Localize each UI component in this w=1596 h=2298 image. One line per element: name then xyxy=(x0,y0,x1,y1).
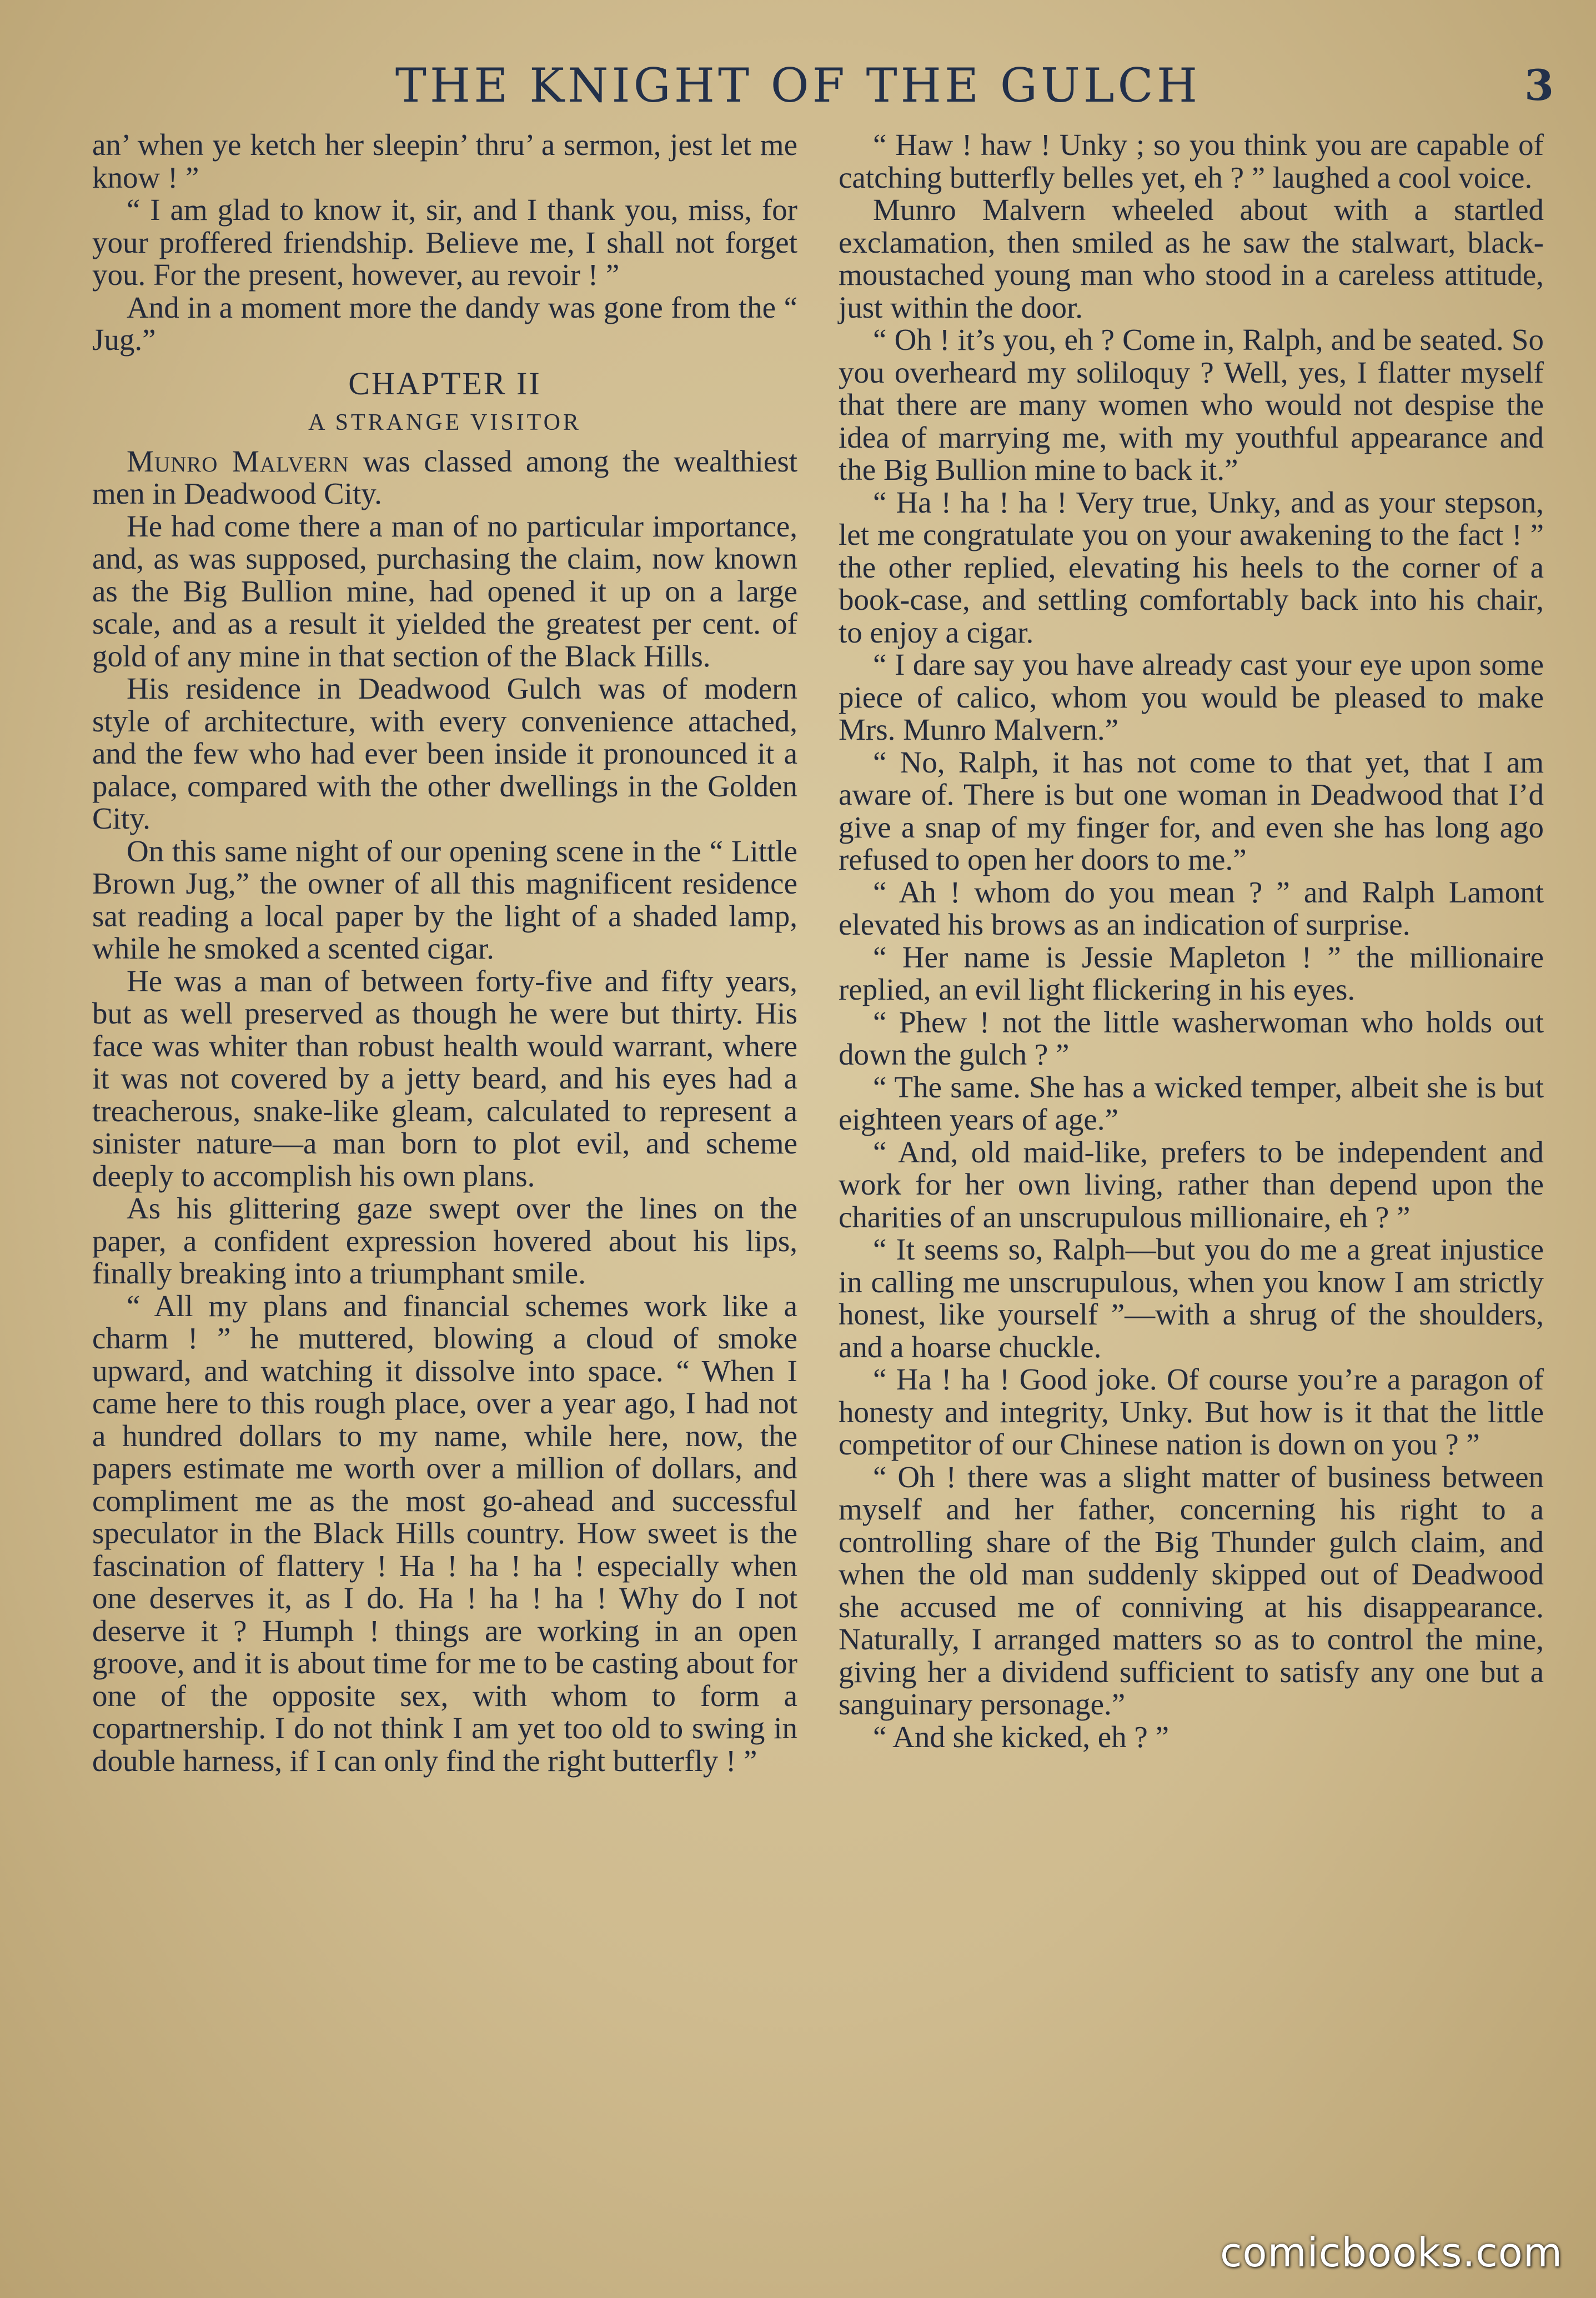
paragraph: “ Ha ! ha ! ha ! Very true, Unky, and as your stepson, let me congratulate you on your awakening to the fact ! ” the other replied, elevating his heels to the corner of a book-case, and settling comfortably back into his chair, to enjoy a cigar. xyxy=(839,485,1544,649)
paragraph: He had come there a man of no particular importance, and, as was supposed, purchasing the claim, now known as the Big Bullion mine, had opened it up on a large scale, and as a result it yielded the greatest per cent. of gold of any mine in that section of the Black Hills. xyxy=(92,509,797,673)
paragraph: “ All my plans and financial schemes work like a charm ! ” he muttered, blowing a cloud of smoke upward, and watching it dissolve into space. “ When I came here to this rough place, over a year ago, I had not a hundred dollars to my name, while here, now, the papers estimate me worth over a million of dollars, and compliment me as the most go-ahead and successful speculator in the Black Hills country. How sweet is the fascination of flattery ! Ha ! ha ! ha ! especially when one deserves it, as I do. Ha ! ha ! ha ! Why do I not deserve it ? Humph ! things are working in an open groove, and it is about time for me to be casting about for one of the opposite sex, with whom to form a copartnership. I do not think I am yet too old to swing in double harness, if I can only find the right butterfly ! ” xyxy=(92,1288,797,1778)
paragraph: “ It seems so, Ralph—but you do me a great injustice in calling me unscrupulous, when you know I am strictly honest, like yourself ”—with a shrug of the shoulders, and a hoarse chuckle. xyxy=(839,1232,1544,1364)
paragraph: “ Oh ! there was a slight matter of business between myself and her father, concerning his right to a controlling share of the Big Thunder gulch claim, and when the old man suddenly skipped out of Deadwood she accused me of conniving at his disappearance. Naturally, I arranged matters so as to control the mine, giving her a dividend sufficient to satisfy any one but a sanguinary personage.” xyxy=(839,1459,1544,1721)
paragraph: “ No, Ralph, it has not come to that yet, that I am aware of. There is but one woman in Deadwood that I’d give a snap of my finger for, and even she has long ago refused to open her doors to me.” xyxy=(839,745,1544,876)
paragraph: “ Ah ! whom do you mean ? ” and Ralph Lamont elevated his brows as an indication of surprise. xyxy=(839,875,1544,941)
paragraph: “ Haw ! haw ! Unky ; so you think you are capable of catching butterfly belles yet, eh ? ” laughed a cool voice. xyxy=(839,128,1544,194)
paragraph: Munro Malvern wheeled about with a startled exclamation, then smiled as he saw the stalwart, black-moustached young man who stood in a careless attitude, just within the door. xyxy=(839,193,1544,324)
running-title: THE KNIGHT OF THE GULCH xyxy=(395,58,1201,113)
paragraph: “ Ha ! ha ! Good joke. Of course you’re a paragon of honesty and integrity, Unky. But how is it that the little competitor of our Chinese nation is down on you ? ” xyxy=(839,1362,1544,1461)
paragraph-opening xyxy=(92,445,797,510)
right-column xyxy=(839,129,1544,1753)
opening-text: was classed among the wealthiest men in Deadwood City. xyxy=(92,444,797,510)
paragraph: “ Her name is Jessie Mapleton ! ” the millionaire replied, an evil light flickering in his eyes. xyxy=(839,940,1544,1006)
paragraph: “ I dare say you have already cast your eye upon some piece of calico, whom you would be pleased to make Mrs. Munro Malvern.” xyxy=(839,648,1544,746)
paragraph: As his glittering gaze swept over the lines on the paper, a confident expression hovered about his lips, finally breaking into a triumphant smile. xyxy=(92,1191,797,1290)
chapter-subtitle: A STRANGE VISITOR xyxy=(308,409,581,435)
paragraph: And in a moment more the dandy was gone from the “ Jug.” xyxy=(92,290,797,357)
paragraph: “ I am glad to know it, sir, and I thank you, miss, for your proffered friendship. Believe me, I shall not forget you. For the present, however, au revoir ! ” xyxy=(92,193,797,292)
paragraph: On this same night of our opening scene in the “ Little Brown Jug,” the owner of all this magnificent residence sat reading a local paper by the light of a shaded lamp, while he smoked a scented cigar. xyxy=(92,834,797,965)
paragraph: He was a man of between forty-five and fifty years, but as well preserved as though he were but thirty. His face was whiter than robust health would warrant, where it was not covered by a jetty beard, and his eyes had a treacherous, snake-like gleam, calculated to represent a sinister nature—a man born to plot evil, and scheme deeply to accomplish his own plans. xyxy=(92,964,797,1193)
paragraph: “ And, old maid-like, prefers to be independent and work for her own living, rather than depend upon the charities of an unscrupulous millionaire, eh ? ” xyxy=(839,1135,1544,1234)
paragraph: “ Phew ! not the little washerwoman who holds out down the gulch ? ” xyxy=(839,1005,1544,1071)
left-column xyxy=(92,129,797,1777)
paragraph: an’ when ye ketch her sleepin’ thru’ a sermon, jest let me know ! ” xyxy=(92,128,797,194)
paragraph: His residence in Deadwood Gulch was of modern style of architecture, with every convenience attached, and the few who had ever been inside it pronounced it a palace, compared with the other dwellings in the Golden City. xyxy=(92,671,797,835)
paragraph: “ The same. She has a wicked temper, albeit she is but eighteen years of age.” xyxy=(839,1070,1544,1136)
paragraph: “ And she kicked, eh ? ” xyxy=(873,1719,1170,1754)
watermark: comicbooks.com xyxy=(1219,2229,1563,2276)
chapter-heading: CHAPTER II xyxy=(348,365,541,402)
page-number: 3 xyxy=(1524,61,1554,110)
page-header xyxy=(0,58,1596,125)
paragraph: “ Oh ! it’s you, eh ? Come in, Ralph, and be seated. So you overheard my soliloquy ? Well, yes, I flatter myself that there are many women who would not despise the idea of marrying me, with my youthful appearance and the Big Bullion mine to back it.” xyxy=(839,323,1544,486)
opening-name: Munro Malvern xyxy=(127,444,349,478)
